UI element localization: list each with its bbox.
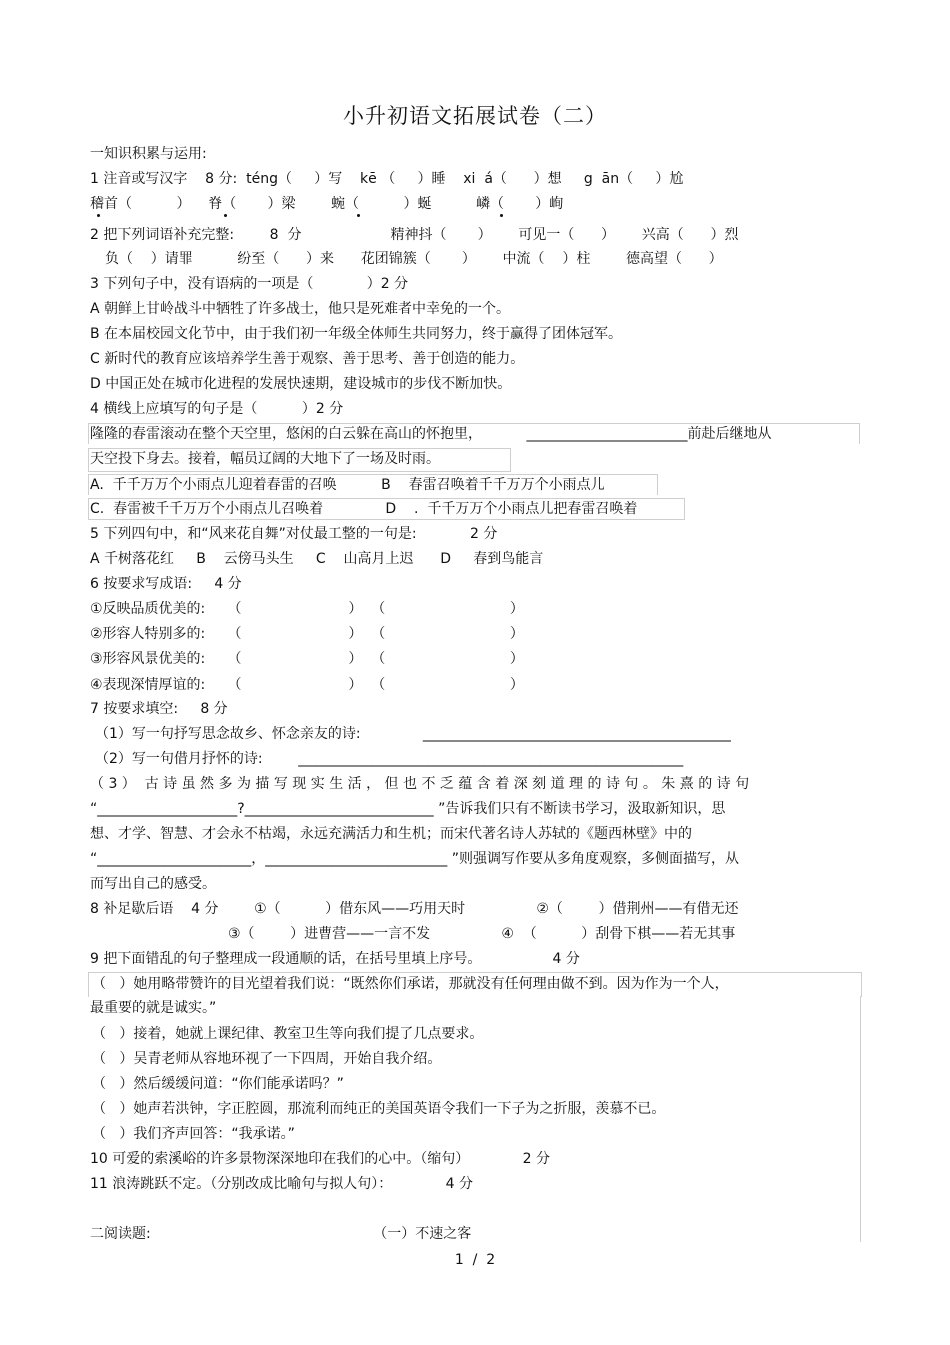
text-line: （ ）她声若洪钟，字正腔圆，那流利而纯正的美国英语令我们一下子为之折服，羡慕不已。 <box>92 1101 666 1117</box>
text-line: 6 按要求写成语: 4 分 <box>90 576 242 592</box>
text-line: C. 春雷被千千万万个小雨点儿召唤着 D . 千千万万个小雨点儿把春雷召唤着 <box>90 501 638 517</box>
text-line: 负（ ）请罪 纷至（ ）来 花团锦簇（ ） 中流（ ）柱 德高望（ ） <box>105 251 723 267</box>
text-line: （ ）她用略带赞许的目光望着我们说：“既然你们承诺，那就没有任何理由做不到。因为作为一个人， <box>92 976 729 992</box>
text-line: （ ）然后缓缓问道：“你们能承诺吗？” <box>92 1076 344 1092</box>
text-line: A 朝鲜上甘岭战斗中牺牲了许多战士，他只是死难者中幸免的一个。 <box>90 301 511 317</box>
text-line: ②形容人特别多的: （ ） （ ） <box>90 626 524 642</box>
text-line: 稽首（ ） 脊（ ）梁 蜿（ ）蜒 嶙（ ）峋 <box>90 196 564 212</box>
text-line: 10 可爱的索溪峪的许多景物深深地印在我们的心中。（缩句） 2 分 <box>90 1151 551 1167</box>
text-line: 3 下列句子中，没有语病的一项是（ ）2 分 <box>90 276 409 292</box>
text-line: 二阅读题: （一）不速之客 <box>90 1226 472 1242</box>
text-line: ④表现深情厚谊的: （ ） （ ） <box>90 677 524 693</box>
text-line: 2 把下列词语补充完整: 8 分 精神抖（ ） 可见一（ ） 兴高（ ）烈 <box>90 227 739 243</box>
table-border <box>88 474 658 495</box>
text-line: “______________________，__________________________ ”则强调写作要从多角度观察，多侧面描写，从 <box>90 851 739 867</box>
table-border <box>860 996 861 1242</box>
text-line: 1 注音或写汉字 8 分: téng（ ）写 kē （ ）睡 xi á（ ）想 g ān（ ）尬 <box>90 171 684 187</box>
emphasis-dot <box>500 214 503 217</box>
text-line: （ ）接着，她就上课纪律、教室卫生等向我们提了几点要求。 <box>92 1026 484 1042</box>
text-line: （1）写一句抒写思念故乡、怀念亲友的诗: ____________________________________________ <box>95 726 731 742</box>
text-line: （ ）吴青老师从容地环视了一下四周，开始自我介绍。 <box>92 1051 442 1067</box>
text-line: 而写出自己的感受。 <box>90 876 216 892</box>
text-line: “____________________?___________________________ ”告诉我们只有不断读书学习，汲取新知识，思 <box>90 801 726 817</box>
text-line: 4 横线上应填写的句子是（ ）2 分 <box>90 401 344 417</box>
emphasis-dot <box>97 214 100 217</box>
text-line: 隆隆的春雷滚动在整个天空里，悠闲的白云躲在高山的怀抱里， _______________________前赴后继地从 <box>90 426 772 442</box>
text-line: （ ）我们齐声回答：“我承诺。” <box>92 1126 295 1142</box>
text-line: B 在本届校园文化节中，由于我们初一年级全体师生共同努力，终于赢得了团体冠军。 <box>90 326 623 342</box>
text-line: A. 千千万万个小雨点儿迎着春雷的召唤 B 春雷召唤着千千万万个小雨点儿 <box>90 477 605 493</box>
text-line: ①反映品质优美的: （ ） （ ） <box>90 601 524 617</box>
text-line: D 中国正处在城市化进程的发展快速期，建设城市的步伐不断加快。 <box>90 376 512 392</box>
table-border <box>88 498 685 520</box>
text-line: 8 补足歇后语 4 分 ①（ ）借东风——巧用天时 ②（ ）借荆州——有借无还 <box>90 901 739 917</box>
text-line: 最重要的就是诚实。” <box>90 1000 217 1016</box>
emphasis-dot <box>224 214 227 217</box>
text-line: A 千树落花红 B 云傍马头生 C 山高月上迟 D 春到鸟能言 <box>90 551 544 567</box>
text-line: 一知识积累与运用: <box>90 146 207 162</box>
text-line: 11 浪涛跳跃不定。（分别改成比喻句与拟人句）： 4 分 <box>90 1176 474 1192</box>
table-border <box>88 423 860 444</box>
text-line: 想、才学、智慧、才会永不枯竭，永远充满活力和生机；而宋代著名诗人苏轼的《题西林壁》中的 <box>90 826 692 842</box>
text-line: ③形容风景优美的: （ ） （ ） <box>90 651 524 667</box>
page-number: 1 / 2 <box>454 1252 496 1268</box>
text-line: ③（ ）进曹营——一言不发 ④ （ ）刮骨下棋——若无其事 <box>228 926 736 942</box>
table-border <box>88 448 511 472</box>
emphasis-dot <box>357 214 360 217</box>
text-line: C 新时代的教育应该培养学生善于观察、善于思考、善于创造的能力。 <box>90 351 525 367</box>
page-title: 小升初语文拓展试卷（二） <box>343 104 607 128</box>
text-line: （2）写一句借月抒怀的诗: _______________________________________________________ <box>95 751 684 767</box>
text-line: 7 按要求填空: 8 分 <box>90 701 228 717</box>
text-line: （ 3 ） 古 诗 虽 然 多 为 描 写 现 实 生 活 ， 但 也 不 乏 蕴 含 着 深 刻 道 理 的 诗 句 。 朱 熹 的 诗 句 <box>90 776 750 792</box>
table-border <box>88 972 862 997</box>
text-line: 天空投下身去。接着，幅员辽阔的大地下了一场及时雨。 <box>90 451 440 467</box>
text-line: 5 下列四句中，和“风来花自舞”对仗最工整的一句是: 2 分 <box>90 526 498 542</box>
text-line: 9 把下面错乱的句子整理成一段通顺的话，在括号里填上序号。 4 分 <box>90 951 580 967</box>
